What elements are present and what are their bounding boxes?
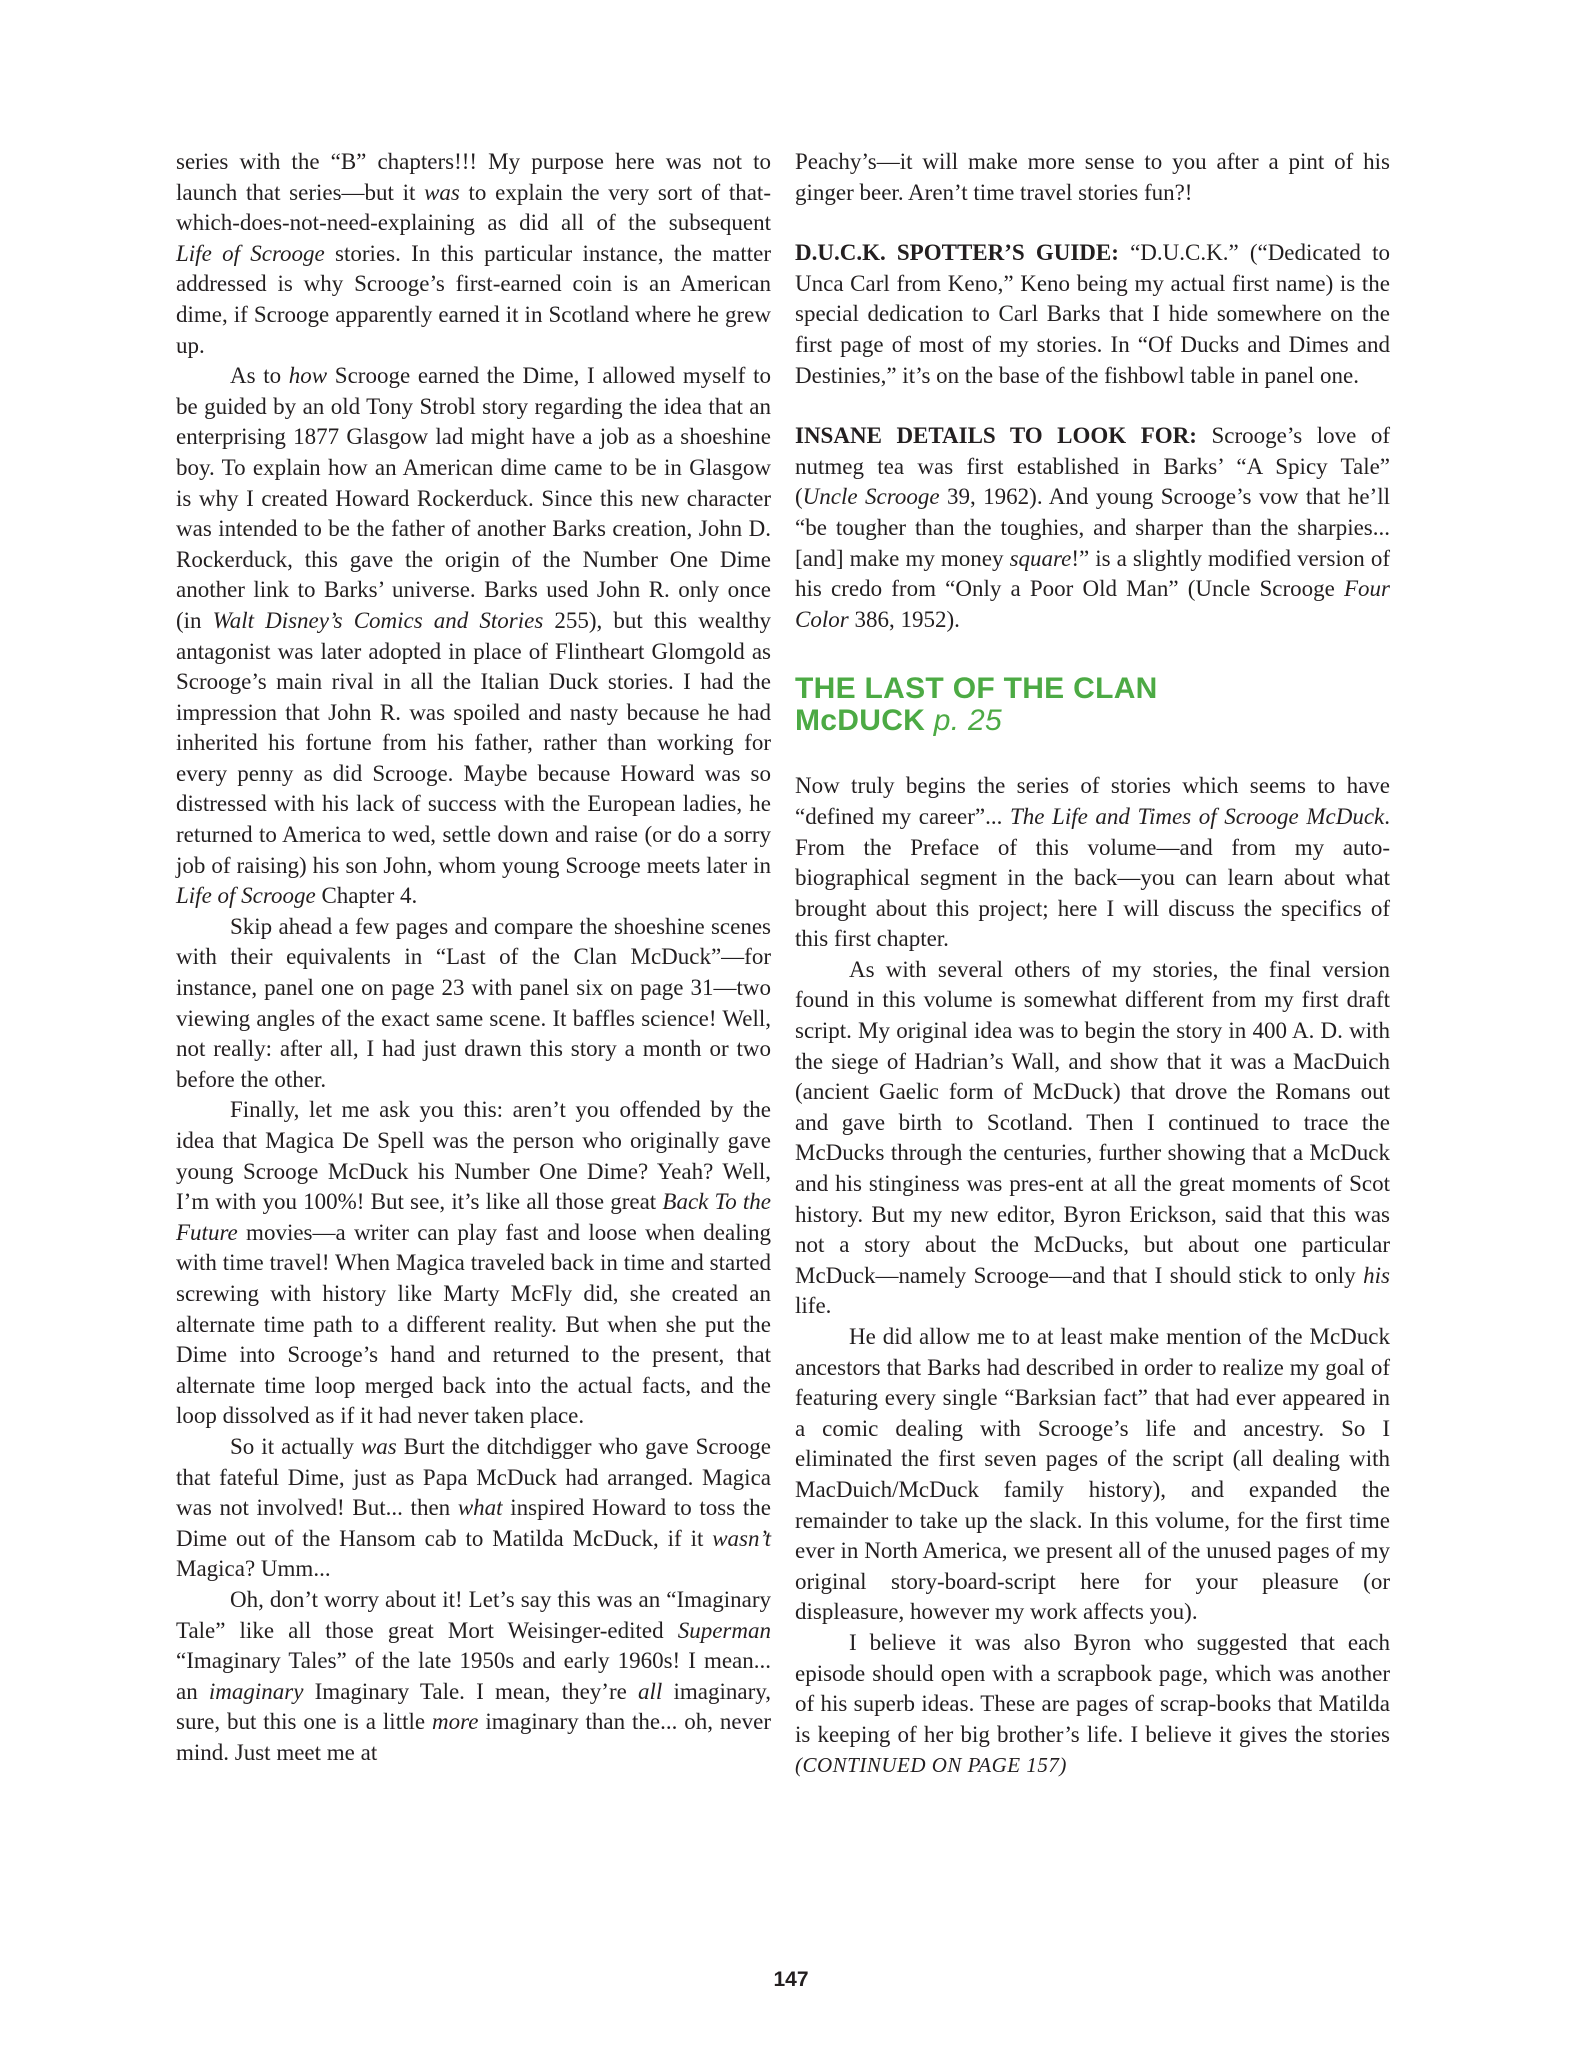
- paragraph: Skip ahead a few pages and compare the shoeshine scenes with their equivalents in “Last of the Clan McDuck”—for instance, panel one on page 23 with panel six on page 31—two viewing angles of the exact same scene. It baffles science! Well, not really: after all, I had just drawn this story a month or two before the other.: [176, 913, 771, 1092]
- heading-line: THE LAST OF THE CLAN: [795, 672, 1158, 706]
- page-reference: p. 25: [933, 704, 1003, 738]
- continued-note: (CONTINUED ON PAGE 157): [795, 1753, 1067, 1778]
- section-label: INSANE DETAILS TO LOOK FOR:: [795, 423, 1197, 449]
- page-number: 147: [773, 1968, 809, 1991]
- duck-spotters-guide: D.U.C.K. SPOTTER’S GUIDE: “D.U.C.K.” (“Dedicated to Unca Carl from Keno,” Keno being my actual first name) is the special dedication to Carl Barks that I hide somewhere on the first page of most of my stories. In “Of Ducks and Dimes and Destinies,” it’s on the base of the fishbowl table in panel one.: [795, 240, 1390, 388]
- paragraph: I believe it was also Byron who suggested that each episode should open with a scrapbook page, which was another of his superb ideas. These are pages of scrap-books that Matilda is keeping of her big brother’s life. I believe it gives the stories (CONTINUED ON PAGE 157): [795, 1629, 1390, 1778]
- paragraph: He did allow me to at least make mention of the McDuck ancestors that Barks had described in order to realize my goal of featuring every single “Barksian fact” that had ever appeared in a comic dealing with Scrooge’s life and ancestry. So I eliminated the first seven pages of the script (all dealing with MacDuich/McDuck family history), and expanded the remainder to take up the slack. In this volume, for the first time ever in North America, we present all of the unused pages of my original story-board-script here for your pleasure (or displeasure, however my work affects you).: [795, 1324, 1390, 1625]
- left-column: [176, 147, 771, 1768]
- paragraph: As with several others of my stories, the final version found in this volume is somewhat different from my first draft script. My original idea was to begin the story in 400 A. D. with the siege of Hadrian’s Wall, and show that it was a MacDuich (ancient Gaelic form of McDuck) that drove the Romans out and gave birth to Scotland. Then I continued to trace the McDucks through the centuries, further showing that a McDuck and his stinginess was pres-ent at all the great moments of Scot history. But my new editor, Byron Erickson, said that this was not a story about the McDucks, but about one particular McDuck—namely Scrooge—and that I should stick to only his life.: [795, 956, 1390, 1319]
- paragraph: As to how Scrooge earned the Dime, I allowed myself to be guided by an old Tony Strobl story regarding the idea that an enterprising 1877 Glasgow lad might have a job as a shoeshine boy. To explain how an American dime came to be in Glasgow is why I created Howard Rockerduck. Since this new character was intended to be the father of another Barks creation, John D. Rockerduck, this gave the origin of the Number One Dime another link to Barks’ universe. Barks used John R. only once (in Walt Disney’s Comics and Stories 255), but this wealthy antagonist was later adopted in place of Flintheart Glomgold as Scrooge’s main rival in all the Italian Duck stories. I had the impression that John R. was spoiled and nasty because he had inherited his fortune from his father, rather than working for every penny as did Scrooge. Maybe because Howard was so distressed with his lack of success with the European ladies, he returned to America to wed, settle down and raise (or do a sorry job of raising) his son John, whom young Scrooge meets later in Life of Scrooge Chapter 4.: [176, 363, 772, 909]
- paragraph: Now truly begins the series of stories which seems to have “defined my career”... The Life and Times of Scrooge McDuck. From the Preface of this volume—and from my auto-biographical segment in the back—you can learn about what brought about this project; here I will discuss the specifics of this first chapter.: [795, 773, 1390, 952]
- paragraph: So it actually was Burt the ditchdigger who gave Scrooge that fateful Dime, just as Papa McDuck had arranged. Magica was not involved! But... then what inspired Howard to toss the Dime out of the Hansom cab to Matilda McDuck, if it wasn’t Magica? Umm...: [176, 1433, 771, 1582]
- section-heading: [795, 673, 1390, 737]
- section-label: D.U.C.K. SPOTTER’S GUIDE:: [795, 240, 1119, 266]
- right-column: [795, 147, 1390, 1781]
- paragraph: Finally, let me ask you this: aren’t you offended by the idea that Magica De Spell was the person who originally gave young Scrooge McDuck his Number One Dime? Yeah? Well, I’m with you 100%! But see, it’s like all those great Back To the Future movies—a writer can play fast and loose when dealing with time travel! When Magica traveled back in time and started screwing with history like Marty McFly did, she created an alternate time path to a different reality. But when she put the Dime into Scrooge’s hand and returned to the present, that alternate time loop merged back into the actual facts, and the loop dissolved as if it had never taken place.: [176, 1097, 771, 1429]
- heading-line: McDUCK p. 25: [795, 704, 1003, 738]
- paragraph: Peachy’s—it will make more sense to you after a pint of his ginger beer. Aren’t time travel stories fun?!: [795, 149, 1390, 205]
- paragraph: Oh, don’t worry about it! Let’s say this was an “Imaginary Tale” like all those great Mort Weisinger-edited Superman “Imaginary Tales” of the late 1950s and early 1960s! I mean... an imaginary Imaginary Tale. I mean, they’re all imaginary, sure, but this one is a little more imaginary than the... oh, never mind. Just meet me at: [176, 1586, 771, 1765]
- insane-details: INSANE DETAILS TO LOOK FOR: Scrooge’s love of nutmeg tea was first established in Barks’ “A Spicy Tale” (Uncle Scrooge 39, 1962). And young Scrooge’s vow that he’ll “be tougher than the toughies, and sharper than the sharpies... [and] make my money square!” is a slightly modified version of his credo from “Only a Poor Old Man” (Uncle Scrooge Four Color 386, 1952).: [795, 423, 1390, 632]
- paragraph: series with the “B” chapters!!! My purpose here was not to launch that series—but it was to explain the very sort of that-which-does-not-need-explaining as did all of the subsequent Life of Scrooge stories. In this particular instance, the matter addressed is why Scrooge’s first-earned coin is an American dime, if Scrooge apparently earned it in Scotland where he grew up.: [176, 149, 772, 358]
